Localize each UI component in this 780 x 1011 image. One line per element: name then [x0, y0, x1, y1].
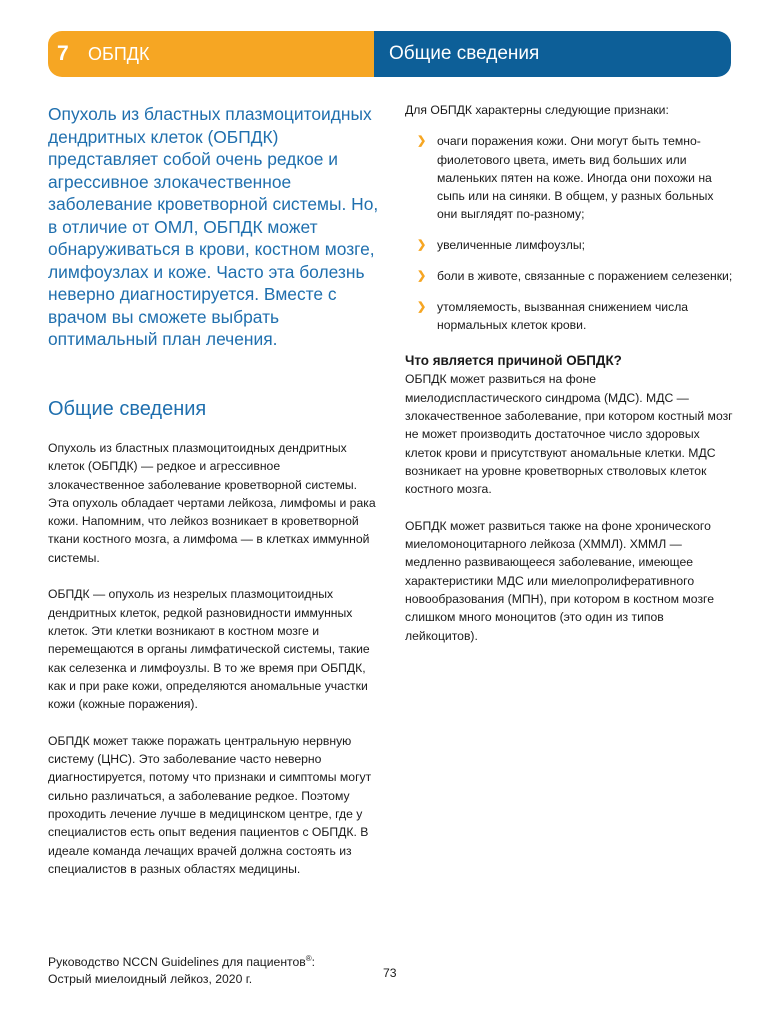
- footer-title: Руководство NCCN Guidelines для пациентов: [48, 955, 306, 970]
- list-item: [405, 298, 735, 335]
- registered-mark: ®: [305, 954, 312, 963]
- list-item-text: увеличенные лимфоузлы;: [437, 238, 586, 253]
- general-paragraph: Опухоль из бластных плазмоцитоидных дендритных клеток (ОБПДК) — редкое и агрессивное злокачественное заболевание кроветворной системы. Эта опухоль обладает чертами лейкоза, лимфомы и рака кожи. Напомним, что лейкоз возникает в кроветворной ткани костного мозга, а лимфома — в клетках иммунной системы.: [48, 441, 376, 565]
- cause-paragraph: ОБПДК может развиться также на фоне хронического миеломоноцитарного лейкоза (ХММЛ). ХММЛ — медленно развивающееся заболевание, имеющее характеристики МДС или миелопролиферативного новообразования (МПН), при котором в костном мозге слишком много моноцитов (это один из типов лейкоцитов).: [405, 518, 714, 643]
- list-item: [405, 236, 735, 254]
- general-heading: Общие сведения: [48, 398, 207, 420]
- chevron-right-icon: ❯: [417, 135, 427, 148]
- right-column: [405, 101, 735, 663]
- list-item-text: утомляемость, вызванная снижением числа нормальных клеток крови.: [437, 299, 689, 333]
- list-item-text: боли в животе, связанные с поражением селезенки;: [437, 269, 733, 284]
- general-paragraph: ОБПДК — опухоль из незрелых плазмоцитоидных дендритных клеток, редкой разновидности иммунных клеток. Эти клетки возникают в костном мозге и перемещаются в органы лимфатической системы, такие как селезенка и лимфоузлы. В то же время при ОБПДК, как и при раке кожи, определяются аномальные участки кожи (кожные поражения).: [48, 587, 370, 712]
- footer-line-1: [48, 951, 315, 971]
- list-item-text: очаги поражения кожи. Они могут быть темно-фиолетового цвета, иметь вид больших или маленьких пятен на коже. Иногда они похожи на сыпь или на синяки. В общем, у разных больных они выглядят по-разному;: [437, 134, 714, 222]
- cause-heading: Что является причиной ОБПДК?: [405, 353, 622, 369]
- list-item: [405, 132, 735, 223]
- cause-paragraph: ОБПДК может развиться на фоне миелодиспластического синдрома (МДС). МДС — злокачественное заболевание, при котором костный мозг не может производить достаточное число здоровых клеток крови и присутствуют аномальные клетки. МДС возникает на уровне кроветворных стволовых клеток костного мозга.: [405, 372, 733, 497]
- section-tab: [374, 31, 731, 77]
- signs-intro: Для ОБПДК характерны следующие признаки:: [405, 103, 669, 117]
- chapter-tab: [48, 31, 374, 77]
- chapter-header: [48, 31, 731, 77]
- signs-list: [405, 132, 735, 334]
- footer-line-2: Острый миелоидный лейкоз, 2020 г.: [48, 971, 253, 986]
- general-body: [48, 439, 378, 896]
- chevron-right-icon: ❯: [417, 300, 427, 313]
- chevron-right-icon: ❯: [417, 239, 427, 252]
- intro-summary: Опухоль из бластных плазмоцитоидных дендритных клеток (ОБПДК) представляет собой очень редкое и агрессивное злокачественное заболевание кроветворной системы. Но, в отличие от ОМЛ, ОБПДК может обнаруживаться в крови, костном мозге, лимфоузлах и коже. Часто эта болезнь неверно диагностируется. Вместе с врачом вы сможете выбрать оптимальный план лечения.: [48, 104, 379, 349]
- chevron-right-icon: ❯: [417, 270, 427, 283]
- page-number: 73: [383, 966, 397, 980]
- list-item: [405, 267, 735, 285]
- chapter-name: ОБПДК: [88, 44, 150, 64]
- general-paragraph: ОБПДК может также поражать центральную нервную систему (ЦНС). Это заболевание часто неверно диагностируется, потому что признаки и симптомы могут сильно различаться, а заболевание редкое. Поэтому проходить лечение лучше в медицинском центре, где у специалистов есть опыт ведения пациентов с ОБПДК. В идеале команда лечащих врачей должна состоять из специалистов в разных областях медицины.: [48, 733, 372, 876]
- footer-colon: :: [311, 955, 316, 970]
- chapter-number: 7: [57, 42, 69, 65]
- section-title: Общие сведения: [389, 43, 540, 64]
- footer-citation: [48, 951, 315, 987]
